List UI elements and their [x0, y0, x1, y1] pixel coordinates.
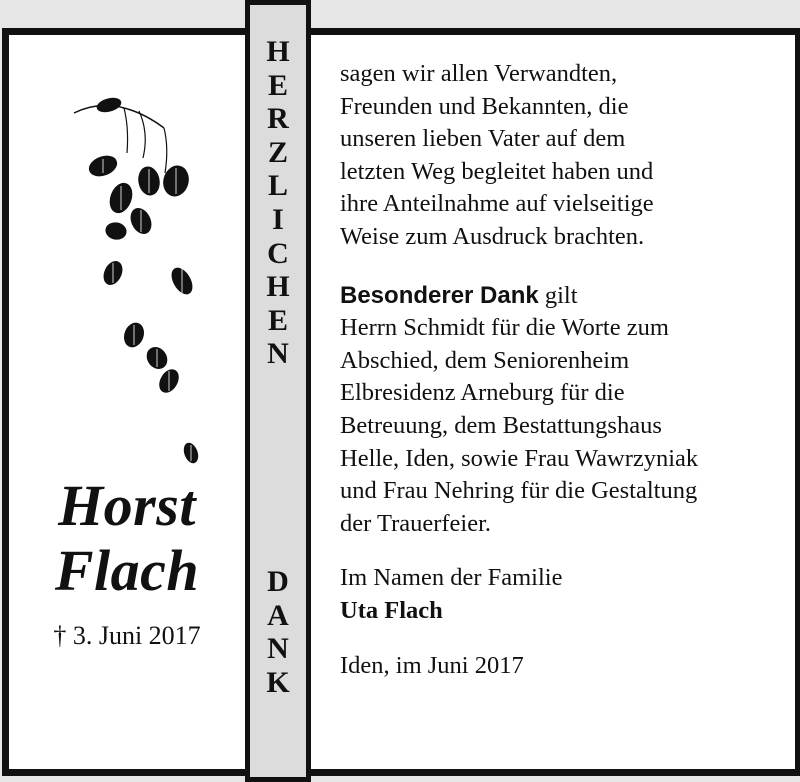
left-panel: [9, 35, 245, 769]
band-letter: D: [267, 565, 289, 598]
body-line: Betreuung, dem Bestattungshaus: [340, 411, 662, 439]
body-line: Abschied, dem Seniorenheim: [340, 346, 630, 374]
body-line: und Frau Nehring für die Gestaltung: [340, 477, 698, 505]
deceased-first-name: Horst: [58, 473, 196, 538]
message-body: [340, 58, 780, 682]
band-letter: I: [272, 202, 284, 236]
body-line: Weise zum Ausdruck brachten.: [340, 222, 645, 250]
band-letter: K: [266, 665, 290, 699]
vertical-word-dank: [250, 565, 306, 699]
family-line: Im Namen der Familie: [340, 564, 563, 592]
special-thanks-tail: gilt: [538, 281, 578, 309]
body-line: unseren lieben Vater auf dem: [340, 125, 626, 153]
body-line: ihre Anteilnahme auf vielseitige: [340, 190, 654, 218]
band-letter: L: [267, 169, 288, 203]
body-line: Elbresidenz Arneburg für die: [340, 379, 625, 407]
falling-leaves-illustration: [69, 73, 229, 493]
band-letter: A: [267, 598, 289, 632]
body-line: der Trauerfeier.: [340, 509, 492, 537]
band-letter: Z: [267, 135, 288, 169]
vertical-word-herzlichen: [250, 35, 306, 371]
band-letter: E: [267, 68, 288, 102]
special-thanks-heading: Besonderer Dank: [340, 281, 539, 309]
deceased-last-name: Flach: [54, 538, 200, 603]
body-line: sagen wir allen Verwandten,: [340, 60, 618, 87]
band-letter: N: [267, 632, 289, 666]
band-letter: N: [267, 337, 289, 371]
band-letter: E: [267, 303, 288, 337]
band-letter: H: [266, 35, 290, 68]
band-letter: H: [266, 270, 290, 304]
vertical-title-band: [245, 0, 311, 782]
body-line: Helle, Iden, sowie Frau Wawrzyniak: [340, 444, 699, 472]
body-line: letzten Weg begleitet haben und: [340, 157, 654, 185]
band-letter: C: [267, 236, 289, 270]
body-line: Herrn Schmidt für die Worte zum: [340, 314, 669, 342]
band-letter: R: [267, 102, 289, 136]
place-date: Iden, im Juni 2017: [340, 651, 524, 679]
band-inner: [250, 5, 306, 777]
signatory-name: Uta Flach: [340, 596, 443, 624]
special-thanks-line: [340, 280, 780, 313]
body-line: Freunden und Bekannten, die: [340, 92, 629, 120]
death-date: † 3. Juni 2017: [53, 621, 201, 650]
